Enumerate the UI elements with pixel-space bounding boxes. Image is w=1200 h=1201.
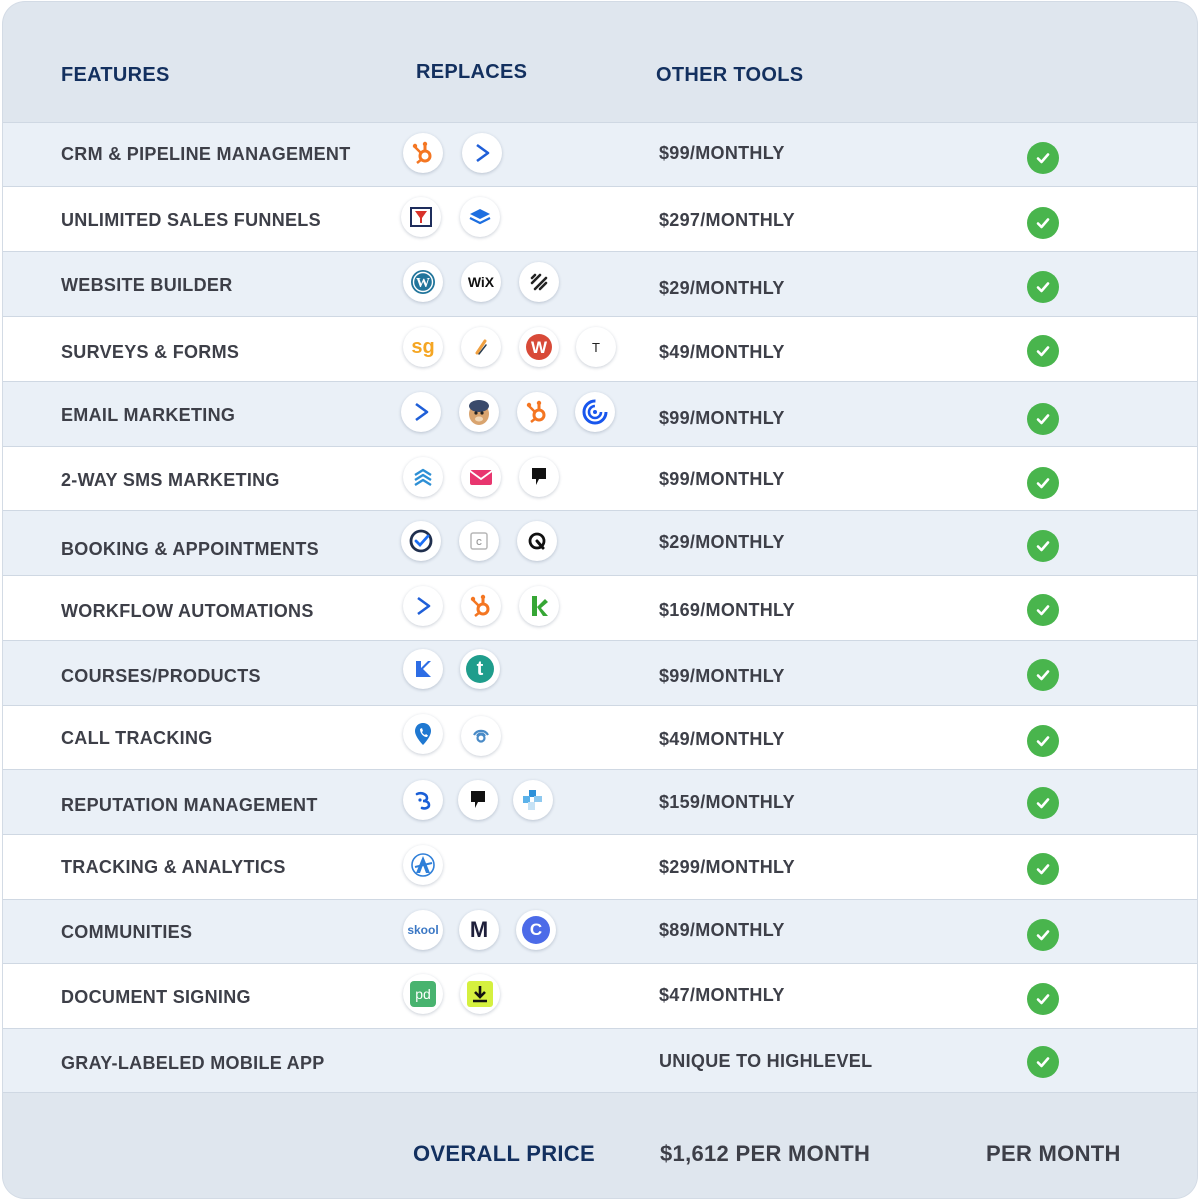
activecampaign-icon [401,392,441,432]
squarespace-icon [519,262,559,302]
price-label: $89/MONTHLY [659,920,785,940]
check-icon [1027,787,1059,819]
check-icon [1027,1046,1059,1078]
check-icon [1027,207,1059,239]
table-row-document-signing [3,963,1197,1028]
acuity-icon [517,521,557,561]
price-label: $159/MONTHLY [659,792,795,812]
svg-text:C: C [476,538,482,547]
other-tools-header: OTHER TOOLS [656,64,804,86]
table-row-analytics [3,834,1197,899]
table-row-crm [3,122,1197,187]
feature-label: UNLIMITED SALES FUNNELS [61,210,321,230]
svg-text:W: W [530,338,548,357]
check-icon [1027,725,1059,757]
hubspot-icon [461,586,501,626]
price-label: $49/MONTHLY [659,729,785,749]
grade-us-icon [513,780,553,820]
price-label: $99/MONTHLY [659,469,785,489]
price-label: $297/MONTHLY [659,210,795,230]
aweber-icon [403,457,443,497]
clickfunnels-icon [401,197,441,237]
hubspot-icon [403,133,443,173]
skool-icon: skool [403,910,443,950]
check-icon [1027,335,1059,367]
table-row-funnels [3,186,1197,251]
table-row-sms [3,446,1197,511]
svg-text:W: W [416,276,430,291]
leadpages-icon [460,197,500,237]
overall-price-label: OVERALL PRICE [413,1141,595,1166]
feature-label: WEBSITE BUILDER [61,275,233,295]
ctm-icon [461,716,501,756]
replaces-header: REPLACES [416,61,528,83]
feature-label: CALL TRACKING [61,728,213,748]
price-label: $29/MONTHLY [659,532,785,552]
feature-label: GRAY-LABELED MOBILE APP [61,1053,325,1073]
feature-label: CRM & PIPELINE MANAGEMENT [61,144,351,164]
feature-label: COURSES/PRODUCTS [61,666,261,686]
price-label: $99/MONTHLY [659,666,785,686]
feature-label: REPUTATION MANAGEMENT [61,795,318,815]
table-row-mobile-app [3,1028,1197,1093]
kajabi-icon [403,649,443,689]
table-footer [3,1092,1197,1198]
table-header [3,2,1197,122]
feature-label: COMMUNITIES [61,922,193,942]
price-label: $49/MONTHLY [659,342,785,362]
table-row-courses [3,640,1197,705]
check-icon [1027,594,1059,626]
check-icon [1027,853,1059,885]
mighty-networks-icon: M [459,910,499,950]
callrail-icon [403,714,443,754]
podium-icon [458,780,498,820]
pandadoc-icon [403,974,443,1014]
feature-label: DOCUMENT SIGNING [61,987,251,1007]
activecampaign-icon [403,586,443,626]
price-label: UNIQUE TO HIGHLEVEL [659,1051,873,1071]
teachable-letter: t [476,657,484,680]
calendar-icon [459,521,499,561]
teachable-icon [460,649,500,689]
feature-label: 2-WAY SMS MARKETING [61,470,280,490]
feature-label: BOOKING & APPOINTMENTS [61,539,319,559]
table-row-workflows [3,575,1197,640]
check-icon [1027,659,1059,691]
analytics-icon [403,845,443,885]
textmagic-icon [461,457,501,497]
table-row-website [3,251,1197,316]
podium-icon [519,457,559,497]
wordpress-icon [403,262,443,302]
circle-letter: C [529,920,543,939]
check-icon [1027,530,1059,562]
check-icon [1027,983,1059,1015]
price-label: $299/MONTHLY [659,857,795,877]
table-row-reputation [3,769,1197,834]
jotform-icon [461,327,501,367]
table-row-email [3,381,1197,446]
price-label: $99/MONTHLY [659,143,785,163]
calendly-icon [401,521,441,561]
circle-icon [516,910,556,950]
table-row-communities [3,899,1197,964]
feature-label: TRACKING & ANALYTICS [61,857,286,877]
keap-icon [519,586,559,626]
overall-price-total: $1,612 PER MONTH [660,1141,871,1166]
constant-contact-icon [575,392,615,432]
price-label: $169/MONTHLY [659,600,795,620]
check-icon [1027,142,1059,174]
feature-label: SURVEYS & FORMS [61,342,240,362]
hubspot-icon [517,392,557,432]
per-month-label: PER MONTH [986,1141,1121,1166]
price-label: $99/MONTHLY [659,408,785,428]
docusign-download-icon [460,974,500,1014]
wix-icon: WiX [461,262,501,302]
table-row-booking [3,510,1197,575]
birdeye-icon [403,780,443,820]
table-row-call-tracking [3,705,1197,770]
pricing-comparison-card [3,2,1197,1198]
price-label: $47/MONTHLY [659,985,785,1005]
price-label: $29/MONTHLY [659,278,785,298]
mailchimp-icon [459,392,499,432]
feature-label: WORKFLOW AUTOMATIONS [61,601,314,621]
check-icon [1027,271,1059,303]
check-icon [1027,403,1059,435]
table-row-surveys [3,316,1197,381]
feature-label: EMAIL MARKETING [61,405,236,425]
activecampaign-icon [462,133,502,173]
wufoo-icon [519,327,559,367]
check-icon [1027,919,1059,951]
pandadoc-letters: pd [415,986,431,1002]
typeform-icon: T [576,327,616,367]
surveygizmo-icon: sg [403,327,443,367]
check-icon [1027,467,1059,499]
features-header: FEATURES [61,64,170,86]
